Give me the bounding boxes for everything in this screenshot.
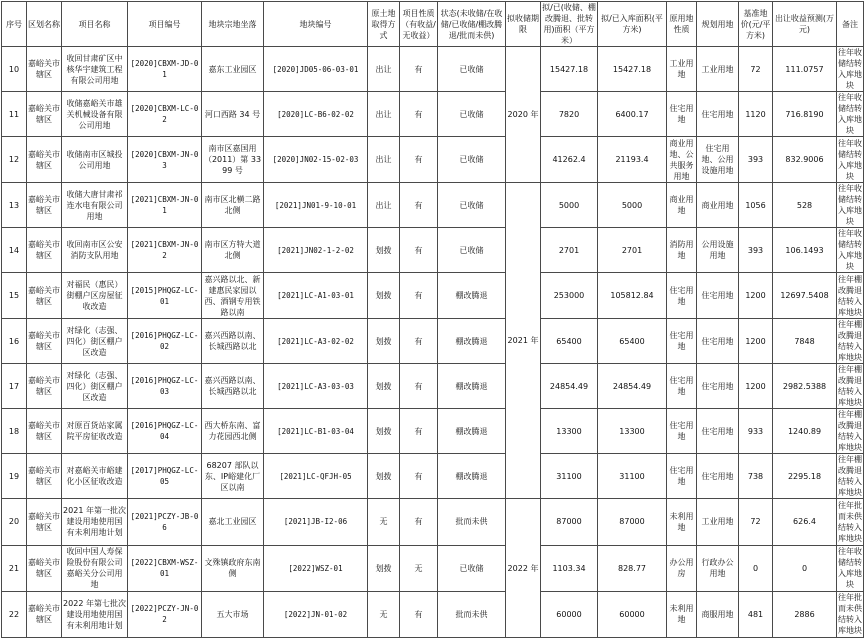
row-status: 批而未供 (438, 499, 506, 545)
row-parcel-code: [2021]LC-A3-03-03 (264, 364, 368, 409)
row-original-use: 未利用地 (667, 499, 697, 545)
row-base-price: 72 (739, 499, 773, 545)
row-project-code: [2020]CBXM-JN-03 (128, 137, 202, 183)
row-original-use: 住宅用地 (667, 454, 697, 499)
row-project-code: [2022]CBXM-WSZ-01 (128, 545, 202, 591)
row-status: 已收储 (438, 137, 506, 183)
row-location: 南市区嘉国用（2011）第 3399 号 (202, 137, 264, 183)
row-project-code: [2017]PHQGZ-LC-05 (128, 454, 202, 499)
row-acquire-method: 无 (368, 499, 400, 545)
row-stock-area: 105812.84 (598, 273, 667, 319)
row-project-name: 对嘉峪关市峪建化小区征收改造 (62, 454, 128, 499)
row-no: 19 (2, 454, 27, 499)
row-area: 13300 (541, 409, 598, 454)
row-acquire-method: 划拨 (368, 319, 400, 364)
row-stock-area: 13300 (598, 409, 667, 454)
row-status: 棚改腾退 (438, 454, 506, 499)
row-remark: 往年收储结转入库地块 (838, 229, 862, 272)
header-planned-use: 规划用地 (697, 2, 739, 47)
row-base-price: 933 (739, 409, 773, 454)
header-acquire-method: 原土地取得方式 (368, 2, 400, 47)
row-no: 16 (2, 319, 27, 364)
row-acquire-method: 划拨 (368, 409, 400, 454)
row-remark: 往年收储结转入库地块 (837, 545, 864, 591)
row-region: 嘉峪关市辖区 (27, 319, 62, 364)
row-no: 10 (2, 47, 27, 92)
row-project-code: [2020]CBXM-JD-01 (128, 47, 202, 92)
header-original-use: 原用地性质 (667, 2, 697, 47)
row-planned-use: 住宅用地、公用设施用地 (697, 137, 739, 183)
row-original-use: 住宅用地 (667, 409, 697, 454)
row-region: 嘉峪关市辖区 (27, 183, 62, 228)
row-area: 24854.49 (541, 364, 598, 409)
row-revenue: 528 (773, 183, 837, 228)
row-status: 批而未供 (438, 591, 506, 637)
table-row (2, 591, 864, 637)
row-acquire-method: 划拨 (368, 454, 400, 499)
row-original-use: 办公用房 (667, 545, 697, 591)
row-location: 嘉兴西路以南、长城西路以北 (202, 364, 264, 409)
row-remark: 往年棚改腾退结转入库地块 (837, 273, 864, 319)
row-parcel-code: [2022]JN-01-02 (264, 591, 368, 637)
row-original-use: 住宅用地 (667, 319, 697, 364)
year-2022-cell: 2022 年 (506, 499, 541, 638)
row-nature: 无 (400, 545, 438, 591)
row-acquire-method: 出让 (368, 183, 400, 228)
row-nature: 有 (400, 183, 438, 228)
row-region: 嘉峪关市辖区 (27, 545, 62, 591)
row-region: 嘉峪关市辖区 (27, 137, 62, 183)
row-location: 五大市场 (202, 591, 264, 637)
row-parcel-code: [2020]LC-B6-02-02 (264, 92, 368, 137)
row-planned-use: 商业用地 (697, 183, 739, 228)
row-base-price: 1200 (739, 364, 773, 409)
header-project-code: 项目编号 (128, 2, 202, 47)
row-planned-use: 住宅用地 (697, 364, 739, 409)
row-stock-area: 5000 (598, 183, 667, 228)
row-area: 60000 (541, 591, 598, 637)
row-status: 棚改腾退 (438, 409, 506, 454)
row-no: 14 (2, 228, 27, 273)
header-no: 序号 (2, 2, 27, 47)
row-stock-area: 828.77 (598, 545, 667, 591)
row-parcel-code: [2020]JD05-06-03-01 (264, 47, 368, 92)
row-nature: 有 (400, 137, 438, 183)
row-nature: 有 (400, 364, 438, 409)
row-original-use: 未利用地 (667, 591, 697, 637)
row-project-name: 对福民（惠民）街棚户区房屋征收改造 (62, 273, 128, 319)
table-row (2, 228, 864, 273)
header-remark: 备注 (837, 2, 864, 47)
row-acquire-method: 出让 (368, 137, 400, 183)
row-stock-area: 65400 (598, 319, 667, 364)
row-acquire-method: 出让 (368, 92, 400, 137)
row-project-code: [2016]PHQGZ-LC-02 (128, 319, 202, 364)
row-stock-area: 15427.18 (598, 47, 667, 92)
row-nature: 有 (400, 319, 438, 364)
row-region: 嘉峪关市辖区 (27, 228, 62, 273)
row-parcel-code: [2021]JN01-9-10-01 (264, 183, 368, 228)
table-row (2, 545, 864, 591)
row-project-name: 对原百货站家属院平房征收改造 (62, 409, 128, 454)
row-planned-use: 住宅用地 (697, 454, 739, 499)
row-original-use: 工业用地 (667, 47, 697, 92)
row-remark: 往年收储结转入库地块 (838, 48, 862, 90)
row-project-name: 收储南市区城投公司用地 (62, 137, 128, 183)
row-planned-use: 住宅用地 (697, 409, 739, 454)
row-area: 31100 (541, 454, 598, 499)
row-project-code: [2021]CBXM-JN-02 (128, 228, 202, 273)
row-area: 41262.4 (541, 137, 598, 183)
row-stock-area: 2701 (598, 228, 667, 273)
row-stock-area: 21193.4 (598, 137, 667, 183)
row-location: 河口西路 34 号 (202, 92, 264, 137)
row-nature: 有 (400, 591, 438, 637)
row-base-price: 393 (739, 137, 773, 183)
row-parcel-code: [2021]JN02-1-2-02 (264, 228, 368, 273)
row-acquire-method: 无 (368, 591, 400, 637)
row-project-name: 2021 年第一批次建设用地使用国有未利用地计划 (62, 499, 128, 545)
row-parcel-code: [2021]LC-QFJH-05 (264, 454, 368, 499)
row-stock-area: 87000 (598, 499, 667, 545)
row-no: 21 (2, 545, 27, 591)
row-status: 已收储 (438, 47, 506, 92)
row-planned-use: 住宅用地 (697, 92, 739, 137)
row-parcel-code: [2021]JB-I2-06 (264, 499, 368, 545)
row-revenue: 12697.5408 (773, 273, 837, 319)
row-region: 嘉峪关市辖区 (27, 92, 62, 137)
row-project-name: 对绿化（志强、四化）街区棚户区改造 (62, 319, 128, 364)
row-planned-use: 公用设施用地 (697, 228, 739, 273)
row-no: 17 (2, 364, 27, 409)
row-nature: 有 (400, 92, 438, 137)
table-row (2, 273, 864, 319)
table-row (2, 409, 864, 454)
row-no: 15 (2, 273, 27, 319)
header-area: 拟/已(收储、棚改腾退、批转用)面积（平方米） (542, 3, 596, 45)
row-status: 已收储 (438, 228, 506, 273)
table-row (2, 364, 864, 409)
year-2021-cell: 2021 年 (506, 183, 541, 499)
row-region: 嘉峪关市辖区 (27, 499, 62, 545)
row-stock-area: 24854.49 (598, 364, 667, 409)
row-remark: 往年批而未供结转入库地块 (837, 499, 864, 545)
row-location: 嘉东工业园区 (202, 47, 264, 92)
year-2020-cell: 2020 年 (506, 47, 541, 183)
row-remark: 往年批而未供结转入库地块 (837, 591, 864, 637)
row-project-code: [2016]PHQGZ-LC-04 (128, 409, 202, 454)
row-project-name: 收储嘉峪关市雄关机械设备有限公司用地 (62, 92, 128, 137)
header-term: 拟收储期限 (506, 2, 541, 47)
row-no: 20 (2, 499, 27, 545)
row-location: 嘉兴西路以南、长城西路以北 (202, 319, 264, 364)
row-status: 棚改腾退 (438, 364, 506, 409)
row-remark: 往年收储结转入库地块 (838, 184, 862, 227)
row-base-price: 1200 (739, 319, 773, 364)
table-row (2, 183, 864, 228)
row-base-price: 72 (739, 47, 773, 92)
row-remark: 往年收储结转入库地块 (838, 93, 862, 135)
row-base-price: 1056 (739, 183, 773, 228)
row-area: 65400 (541, 319, 598, 364)
row-acquire-method: 划拨 (368, 273, 400, 319)
row-status: 已收储 (438, 545, 506, 591)
row-nature: 有 (400, 409, 438, 454)
row-project-name: 收回中国人寿保险股份有限公司嘉峪关分公司用地 (62, 545, 128, 591)
row-stock-area: 60000 (598, 591, 667, 637)
row-original-use: 商业用地、公共服务用地 (667, 137, 697, 183)
row-acquire-method: 划拨 (368, 364, 400, 409)
row-parcel-code: [2022]WSZ-01 (264, 545, 368, 591)
row-region: 嘉峪关市辖区 (27, 364, 62, 409)
row-no: 18 (2, 409, 27, 454)
row-base-price: 393 (739, 228, 773, 273)
table-row (2, 92, 864, 137)
row-no: 22 (2, 591, 27, 637)
row-no: 11 (2, 92, 27, 137)
row-project-code: [2021]CBXM-JN-01 (128, 183, 202, 228)
table-row (2, 319, 864, 364)
row-area: 7820 (541, 92, 598, 137)
row-revenue: 2295.18 (773, 454, 837, 499)
table-row (2, 499, 864, 545)
row-parcel-code: [2021]LC-A1-03-01 (264, 273, 368, 319)
row-original-use: 住宅用地 (667, 92, 697, 137)
row-revenue: 106.1493 (773, 228, 837, 273)
header-status: 状态(未收储/在收储/已收储/棚改腾退/批而未供) (438, 2, 506, 47)
row-nature: 有 (400, 499, 438, 545)
table-row (2, 454, 864, 499)
row-nature: 有 (400, 454, 438, 499)
row-planned-use: 工业用地 (697, 47, 739, 92)
row-base-price: 0 (739, 545, 773, 591)
row-status: 已收储 (438, 183, 506, 228)
row-project-name: 2022 年第七批次建设用地使用国有未利用地计划 (62, 591, 128, 637)
row-project-name: 对绿化（志强、四化）街区棚户区改造 (62, 364, 128, 409)
row-area: 2701 (541, 228, 598, 273)
row-project-code: [2020]CBXM-LC-02 (128, 92, 202, 137)
table-row (2, 137, 864, 183)
row-region: 嘉峪关市辖区 (27, 454, 62, 499)
row-planned-use: 工业用地 (697, 499, 739, 545)
row-remark: 往年收储结转入库地块 (837, 137, 864, 183)
row-project-code: [2016]PHQGZ-LC-03 (128, 364, 202, 409)
row-location: 文殊镇政府东南侧 (202, 545, 264, 591)
header-base-price: 基准地价(元/平方米) (739, 2, 773, 47)
row-nature: 有 (400, 228, 438, 273)
row-project-code: [2015]PHQGZ-LC-01 (128, 273, 202, 319)
row-revenue: 2886 (773, 591, 837, 637)
row-acquire-method: 划拨 (368, 545, 400, 591)
row-planned-use: 行政办公用地 (697, 545, 739, 591)
row-area: 1103.34 (541, 545, 598, 591)
row-planned-use: 住宅用地 (697, 273, 739, 319)
row-parcel-code: [2021]LC-A3-02-02 (264, 319, 368, 364)
header-stock-area: 拟/已入库面积(平方米) (598, 2, 667, 47)
row-area: 253000 (541, 273, 598, 319)
land-reserve-table (1, 1, 864, 638)
row-stock-area: 6400.17 (598, 92, 667, 137)
row-nature: 有 (400, 47, 438, 92)
table-row (2, 47, 864, 92)
row-original-use: 住宅用地 (667, 273, 697, 319)
row-parcel-code: [2021]LC-B1-03-04 (264, 409, 368, 454)
row-original-use: 消防用地 (667, 228, 697, 273)
row-project-name: 收回南市区公安消防支队用地 (62, 228, 128, 273)
row-region: 嘉峪关市辖区 (27, 47, 62, 92)
row-revenue: 2982.5388 (773, 364, 837, 409)
header-parcel-code: 地块编号 (264, 2, 368, 47)
row-remark: 往年棚改腾退结转入库地块 (838, 320, 862, 363)
row-status: 棚改腾退 (438, 273, 506, 319)
row-region: 嘉峪关市辖区 (27, 409, 62, 454)
row-project-code: [2022]PCZY-JN-02 (128, 591, 202, 637)
row-no: 13 (2, 183, 27, 228)
row-planned-use: 住宅用地 (697, 319, 739, 364)
row-revenue: 832.9006 (773, 137, 837, 183)
header-location: 地块宗地坐落 (202, 2, 264, 47)
row-remark: 往年棚改腾退结转入库地块 (838, 410, 862, 453)
row-revenue: 716.8190 (773, 92, 837, 137)
row-revenue: 1240.89 (773, 409, 837, 454)
row-location: 嘉兴路以北、新建惠民家园以西、酒钢专用铁路以南 (202, 273, 264, 319)
header-project-name: 项目名称 (62, 2, 128, 47)
header-row (2, 2, 864, 47)
row-nature: 有 (400, 273, 438, 319)
row-location: 南市区北横二路北侧 (202, 183, 264, 228)
row-status: 已收储 (438, 92, 506, 137)
row-region: 嘉峪关市辖区 (27, 591, 62, 637)
row-project-name: 收回甘肃矿区中核华宇建筑工程有限公司用地 (62, 47, 128, 92)
row-revenue: 626.4 (773, 499, 837, 545)
row-location: 南市区方特大道北侧 (202, 228, 264, 273)
row-parcel-code: [2020]JN02-15-02-03 (264, 137, 368, 183)
row-original-use: 商业用地 (667, 183, 697, 228)
row-revenue: 111.0757 (773, 47, 837, 92)
row-base-price: 1120 (739, 92, 773, 137)
row-base-price: 481 (739, 591, 773, 637)
row-area: 15427.18 (541, 47, 598, 92)
header-revenue: 出让收益预测(万元) (773, 2, 837, 47)
row-location: 嘉北工业园区 (202, 499, 264, 545)
row-area: 5000 (541, 183, 598, 228)
row-project-code: [2021]PCZY-JB-06 (128, 499, 202, 545)
header-region: 区划名称 (27, 2, 62, 47)
row-base-price: 1200 (739, 273, 773, 319)
header-nature: 项目性质（有收益/无收益） (400, 2, 438, 47)
row-remark: 往年棚改腾退结转入库地块 (838, 365, 862, 408)
row-region: 嘉峪关市辖区 (27, 273, 62, 319)
row-location: 68207 部队以东、IP峪建化厂区以南 (202, 454, 264, 499)
row-original-use: 住宅用地 (667, 364, 697, 409)
row-revenue: 7848 (773, 319, 837, 364)
row-area: 87000 (541, 499, 598, 545)
row-remark: 往年棚改腾退结转入库地块 (838, 455, 862, 498)
row-no: 12 (2, 137, 27, 183)
row-acquire-method: 划拨 (368, 228, 400, 273)
row-revenue: 0 (773, 545, 837, 591)
row-project-name: 收储大唐甘肃祁连水电有限公司用地 (62, 183, 128, 228)
row-base-price: 738 (739, 454, 773, 499)
row-acquire-method: 出让 (368, 47, 400, 92)
row-planned-use: 商服用地 (697, 591, 739, 637)
row-status: 棚改腾退 (438, 319, 506, 364)
row-location: 西大桥东南、富力花园西北侧 (202, 409, 264, 454)
row-stock-area: 31100 (598, 454, 667, 499)
